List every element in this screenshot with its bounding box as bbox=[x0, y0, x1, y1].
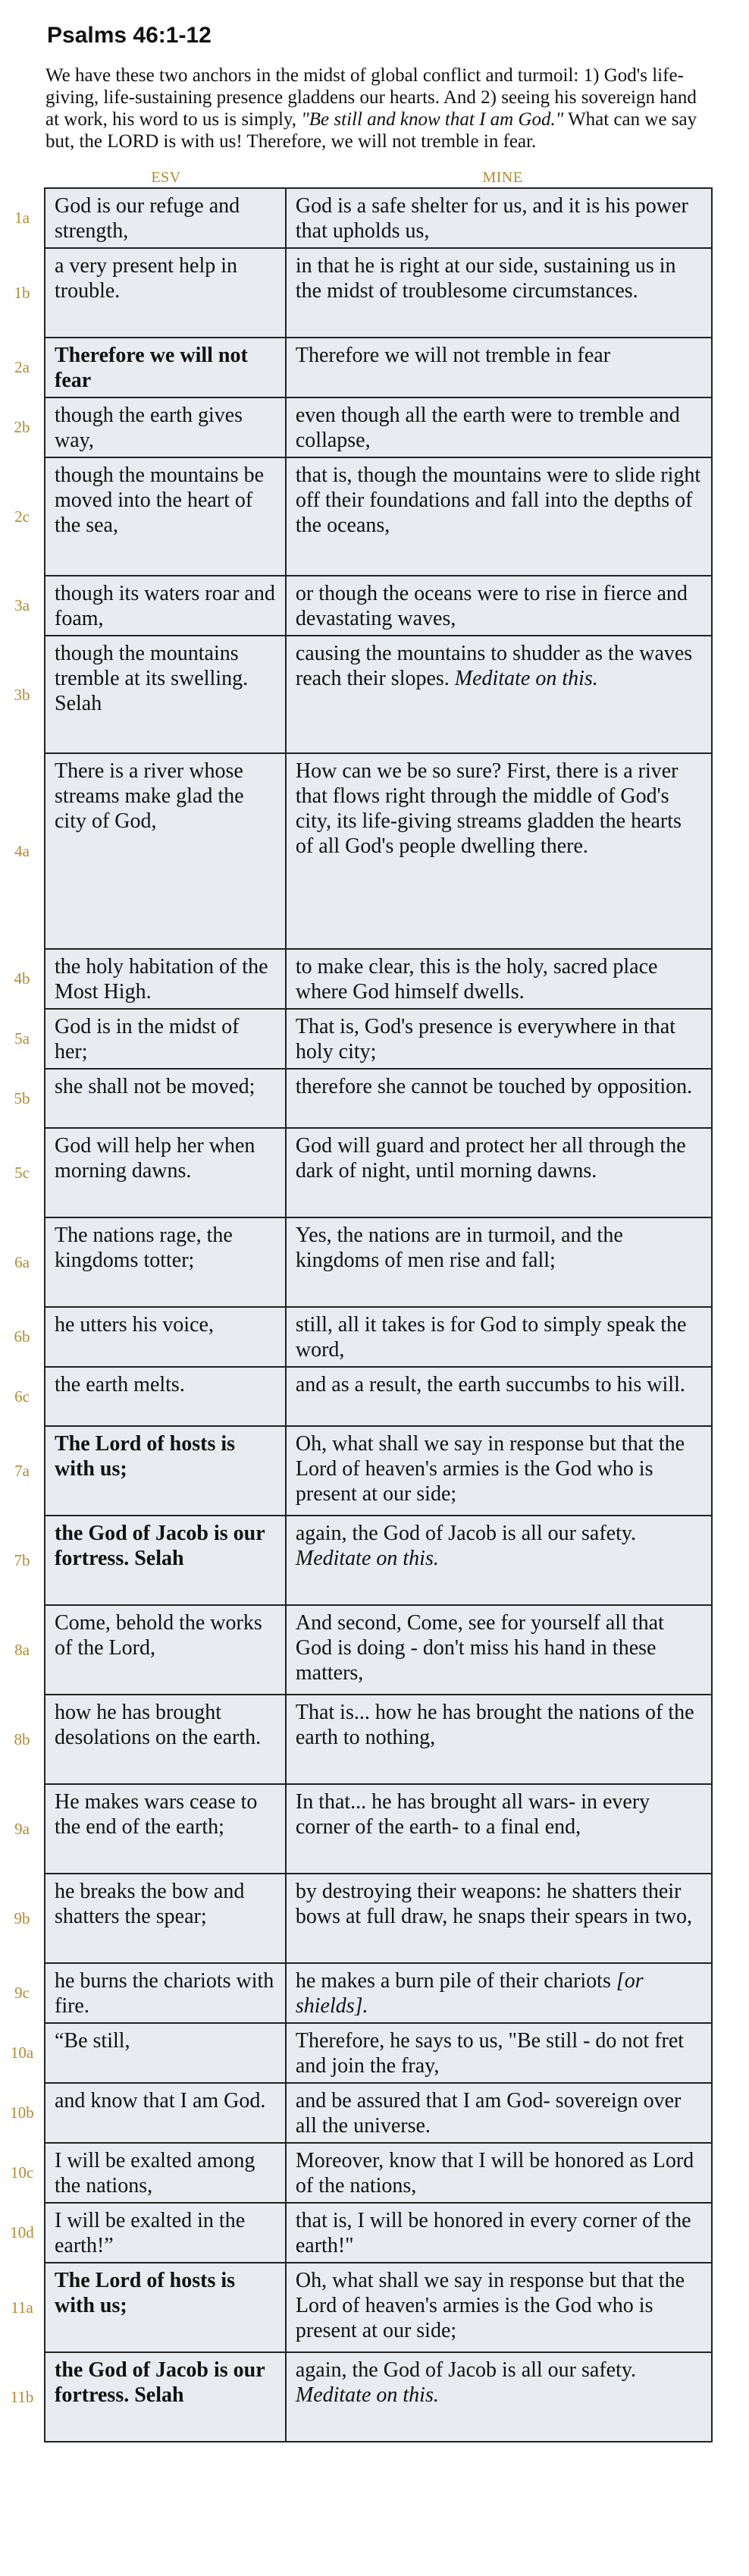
mine-cell bbox=[285, 752, 713, 950]
mine-text: And second, Come, see for yourself all that God is doing - don't miss his hand in these matters, bbox=[295, 1611, 664, 1685]
esv-cell: The Lord of hosts is with us; bbox=[44, 1425, 287, 1516]
mine-text: that is, I will be honored in every corner of the earth!" bbox=[295, 2209, 691, 2257]
verse-table bbox=[10, 187, 713, 2441]
intro-text-2: What can we say but, the LORD is with us! Therefore, we will not tremble in fear. bbox=[45, 109, 697, 152]
mine-text: still, all it takes is for God to simply speak the word, bbox=[295, 1313, 687, 1362]
esv-cell: Come, behold the works of the Lord, bbox=[44, 1604, 287, 1695]
table-row bbox=[10, 2202, 713, 2262]
mine-text: causing the mountains to shudder as the waves reach their slopes. bbox=[295, 642, 693, 690]
table-row bbox=[14, 1783, 713, 1873]
mine-text: Oh, what shall we say in response but that the Lord of heaven's armies is the God who is present at our side; bbox=[295, 1432, 685, 1506]
esv-cell: how he has brought desolations on the earth. bbox=[44, 1694, 287, 1785]
table-row bbox=[14, 1306, 713, 1366]
verse-ref: 9b bbox=[14, 1909, 30, 1927]
table-row bbox=[14, 187, 713, 247]
mine-cell bbox=[285, 575, 713, 636]
mine-cell bbox=[285, 948, 713, 1010]
esv-cell: the God of Jacob is our fortress. Selah bbox=[44, 1515, 287, 1606]
mine-text: God will guard and protect her all through the dark of night, until morning dawns. bbox=[295, 1134, 686, 1183]
mine-text: Yes, the nations are in turmoil, and the kingdoms of men rise and fall; bbox=[295, 1224, 623, 1272]
esv-cell: He makes wars cease to the end of the earth; bbox=[44, 1783, 287, 1874]
verse-ref: 2c bbox=[14, 507, 30, 526]
verse-ref: 2a bbox=[14, 358, 30, 376]
mine-text: that is, though the mountains were to slide right off their foundations and fall into the depths of the oceans, bbox=[295, 463, 701, 537]
mine-cell bbox=[285, 635, 713, 754]
mine-cell bbox=[285, 187, 713, 249]
verse-ref: 10d bbox=[10, 2223, 34, 2241]
table-row bbox=[14, 1694, 713, 1783]
table-row bbox=[14, 1366, 713, 1425]
verse-ref: 5a bbox=[14, 1029, 30, 1048]
esv-cell: the earth melts. bbox=[44, 1366, 287, 1427]
intro-quote: "Be still and know that I am God." bbox=[301, 109, 564, 130]
esv-cell: he utters his voice, bbox=[44, 1306, 287, 1368]
table-row bbox=[14, 337, 713, 397]
table-row bbox=[10, 2142, 713, 2202]
mine-cell bbox=[285, 1694, 713, 1785]
mine-italic-text: [or shields]. bbox=[295, 1969, 644, 2018]
esv-cell: though the mountains be moved into the heart of the sea, bbox=[44, 457, 287, 576]
verse-ref: 4a bbox=[14, 842, 30, 860]
verse-ref: 10a bbox=[10, 2044, 34, 2062]
mine-cell bbox=[285, 1515, 713, 1606]
verse-ref: 8a bbox=[14, 1641, 30, 1659]
intro-text-1: We have these two anchors in the midst of global conflict and turmoil: 1) God's life-giving, life-sustaining presence gladdens our hearts. And 2) seeing his sovereign hand at work, his word to us is simply, bbox=[45, 65, 697, 130]
verse-ref: 5b bbox=[14, 1089, 30, 1107]
mine-cell bbox=[285, 247, 713, 338]
table-row bbox=[14, 397, 713, 457]
verse-ref: 3b bbox=[14, 686, 30, 704]
verse-ref: 6b bbox=[14, 1327, 30, 1346]
table-row bbox=[14, 635, 713, 752]
mine-text: Oh, what shall we say in response but that the Lord of heaven's armies is the God who is present at our side; bbox=[295, 2269, 685, 2342]
esv-cell: though its waters roar and foam, bbox=[44, 575, 287, 636]
verse-ref: 10b bbox=[10, 2103, 34, 2122]
verse-ref: 1a bbox=[14, 209, 30, 227]
verse-ref: 6a bbox=[14, 1253, 30, 1271]
intro-paragraph bbox=[45, 64, 713, 152]
mine-text: in that he is right at our side, sustaining us in the midst of troublesome circumstances. bbox=[295, 254, 676, 303]
mine-italic-text: Meditate on this. bbox=[454, 667, 598, 690]
esv-cell: The Lord of hosts is with us; bbox=[44, 2262, 287, 2353]
table-row bbox=[14, 1604, 713, 1694]
verse-ref: 4b bbox=[14, 969, 30, 988]
esv-cell: The nations rage, the kingdoms totter; bbox=[44, 1217, 287, 1308]
table-row bbox=[10, 2022, 713, 2082]
mine-text: In that... he has brought all wars- in every corner of the earth- to a final end, bbox=[295, 1790, 650, 1839]
mine-text: God is a safe shelter for us, and it is his power that upholds us, bbox=[295, 194, 688, 243]
mine-cell bbox=[285, 1366, 713, 1427]
esv-cell: the God of Jacob is our fortress. Selah bbox=[44, 2351, 287, 2442]
mine-cell bbox=[285, 1962, 713, 2024]
esv-cell: he breaks the bow and shatters the spear; bbox=[44, 1873, 287, 1964]
mine-cell bbox=[285, 1783, 713, 1874]
mine-cell bbox=[285, 1008, 713, 1070]
mine-cell bbox=[285, 2142, 713, 2204]
mine-text: therefore she cannot be touched by opposition. bbox=[295, 1075, 693, 1098]
table-row bbox=[14, 1425, 713, 1515]
mine-italic-text: Meditate on this. bbox=[295, 1547, 439, 1570]
mine-cell bbox=[285, 1068, 713, 1129]
mine-cell bbox=[285, 397, 713, 458]
verse-ref: 1b bbox=[14, 284, 30, 302]
page-title: Psalms 46:1-12 bbox=[47, 23, 212, 48]
esv-cell: he burns the chariots with fire. bbox=[44, 1962, 287, 2024]
mine-text: by destroying their weapons: he shatters their bows at full draw, he snaps their spears in two, bbox=[295, 1880, 692, 1928]
esv-cell: There is a river whose streams make glad the city of God, bbox=[44, 752, 287, 950]
esv-cell: though the mountains tremble at its swelling. Selah bbox=[44, 635, 287, 754]
verse-ref: 2b bbox=[14, 418, 30, 436]
table-row bbox=[14, 247, 713, 337]
esv-cell: though the earth gives way, bbox=[44, 397, 287, 458]
mine-text: he makes a burn pile of their chariots bbox=[295, 1969, 616, 1993]
esv-cell: the holy habitation of the Most High. bbox=[44, 948, 287, 1010]
verse-ref: 6c bbox=[14, 1387, 30, 1406]
mine-cell bbox=[285, 2351, 713, 2442]
table-row bbox=[14, 457, 713, 575]
mine-cell bbox=[285, 1425, 713, 1516]
mine-text: again, the God of Jacob is all our safety. bbox=[295, 1522, 637, 1545]
esv-cell: God will help her when morning dawns. bbox=[44, 1127, 287, 1218]
mine-cell bbox=[285, 457, 713, 576]
table-row bbox=[14, 1515, 713, 1604]
esv-cell: she shall not be moved; bbox=[44, 1068, 287, 1129]
column-header-esv: ESV bbox=[151, 169, 181, 186]
mine-text: and as a result, the earth succumbs to his will. bbox=[295, 1373, 685, 1396]
table-row bbox=[14, 1217, 713, 1306]
table-row bbox=[10, 2082, 713, 2142]
mine-italic-text: Meditate on this. bbox=[295, 2383, 439, 2407]
verse-ref: 9c bbox=[14, 1984, 30, 2002]
mine-text: even though all the earth were to tremble and collapse, bbox=[295, 404, 680, 452]
verse-ref: 3a bbox=[14, 596, 30, 614]
verse-ref: 9a bbox=[14, 1820, 30, 1838]
verse-ref: 7b bbox=[14, 1551, 30, 1569]
mine-cell bbox=[285, 2262, 713, 2353]
esv-cell: a very present help in trouble. bbox=[44, 247, 287, 338]
mine-cell bbox=[285, 1127, 713, 1218]
mine-cell bbox=[285, 1306, 713, 1368]
column-header-mine: MINE bbox=[482, 169, 523, 186]
table-row bbox=[10, 2351, 713, 2441]
table-row bbox=[14, 1068, 713, 1127]
esv-cell: I will be exalted in the earth!” bbox=[44, 2202, 287, 2263]
esv-cell: I will be exalted among the nations, bbox=[44, 2142, 287, 2204]
esv-cell: “Be still, bbox=[44, 2022, 287, 2084]
esv-cell: God is our refuge and strength, bbox=[44, 187, 287, 249]
table-row bbox=[14, 752, 713, 948]
esv-cell: Therefore we will not fear bbox=[44, 337, 287, 398]
column-headers bbox=[44, 168, 713, 187]
mine-text: That is... how he has brought the nations of the earth to nothing, bbox=[295, 1701, 694, 1749]
mine-text: or though the oceans were to rise in fierce and devastating waves, bbox=[295, 582, 688, 630]
mine-cell bbox=[285, 2202, 713, 2263]
table-row bbox=[14, 575, 713, 635]
mine-text: Moreover, know that I will be honored as Lord of the nations, bbox=[295, 2149, 694, 2197]
mine-cell bbox=[285, 2022, 713, 2084]
verse-ref: 8b bbox=[14, 1730, 30, 1748]
verse-ref: 11a bbox=[11, 2298, 33, 2317]
table-row bbox=[14, 1962, 713, 2022]
mine-cell bbox=[285, 337, 713, 398]
mine-text: That is, God's presence is everywhere in that holy city; bbox=[295, 1015, 675, 1063]
verse-ref: 7a bbox=[14, 1462, 30, 1480]
table-row bbox=[14, 1127, 713, 1217]
table-row bbox=[14, 948, 713, 1008]
mine-text: Therefore we will not tremble in fear bbox=[295, 344, 611, 367]
mine-text: and be assured that I am God- sovereign over all the universe. bbox=[295, 2089, 682, 2138]
mine-text: How can we be so sure? First, there is a river that flows right through the middle of God's city, its life-giving streams gladden the hearts of all God's people dwelling there. bbox=[295, 759, 682, 858]
table-row bbox=[14, 1873, 713, 1962]
mine-text: again, the God of Jacob is all our safety. bbox=[295, 2358, 637, 2382]
mine-text: to make clear, this is the holy, sacred place where God himself dwells. bbox=[295, 955, 658, 1004]
mine-text: Therefore, he says to us, "Be still - do not fret and join the fray, bbox=[295, 2029, 685, 2078]
verse-ref: 10c bbox=[10, 2163, 34, 2182]
mine-cell bbox=[285, 1217, 713, 1308]
esv-cell: and know that I am God. bbox=[44, 2082, 287, 2144]
esv-cell: God is in the midst of her; bbox=[44, 1008, 287, 1070]
verse-ref: 11b bbox=[10, 2388, 34, 2406]
mine-cell bbox=[285, 2082, 713, 2144]
table-row bbox=[14, 1008, 713, 1068]
verse-ref: 5c bbox=[14, 1164, 30, 1182]
mine-cell bbox=[285, 1873, 713, 1964]
table-row bbox=[11, 2262, 713, 2351]
mine-cell bbox=[285, 1604, 713, 1695]
